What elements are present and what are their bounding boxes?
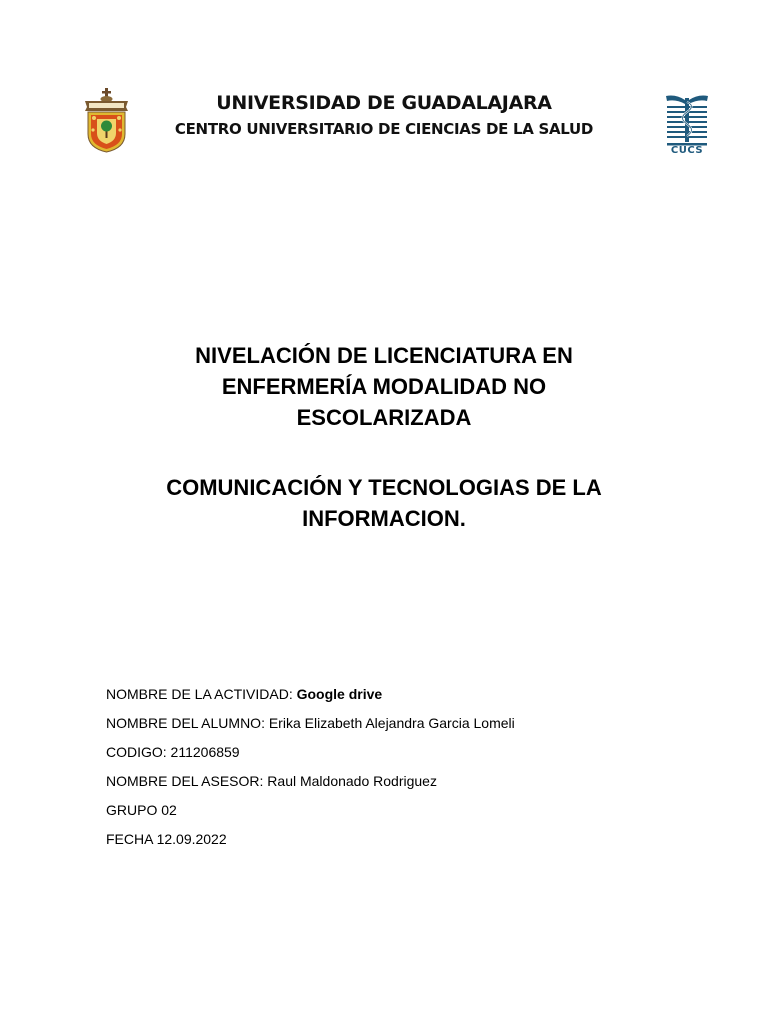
activity-label: NOMBRE DE LA ACTIVIDAD:: [106, 686, 297, 702]
program-title: [80, 340, 688, 433]
student-info: [106, 684, 515, 858]
subject-title-line-2: INFORMACION.: [302, 506, 466, 531]
student-code-line: CODIGO: 211206859: [106, 744, 240, 760]
center-name: CENTRO UNIVERSITARIO DE CIENCIAS DE LA SALUD: [174, 120, 594, 138]
activity-value: Google drive: [296, 686, 383, 702]
cucs-logo-text: CUCS: [670, 145, 704, 156]
date-line: FECHA 12.09.2022: [106, 831, 227, 847]
student-name-line: NOMBRE DEL ALUMNO: Erika Elizabeth Alejandra Garcia Lomeli: [106, 715, 515, 731]
group-line: GRUPO 02: [106, 802, 177, 818]
document-header: [0, 92, 768, 138]
program-title-line-3: ESCOLARIZADA: [296, 405, 472, 430]
program-title-line-2: ENFERMERÍA MODALIDAD NO: [221, 374, 547, 399]
subject-title-line-1: COMUNICACIÓN Y TECNOLOGIAS DE LA: [166, 475, 602, 500]
subject-title: [80, 472, 688, 534]
cucs-caduceus-logo-icon: [664, 94, 710, 160]
university-name: UNIVERSIDAD DE GUADALAJARA: [216, 92, 552, 114]
program-title-line-1: NIVELACIÓN DE LICENCIATURA EN: [195, 343, 573, 368]
activity-line: [106, 684, 515, 713]
advisor-line: NOMBRE DEL ASESOR: Raul Maldonado Rodriguez: [106, 773, 437, 789]
